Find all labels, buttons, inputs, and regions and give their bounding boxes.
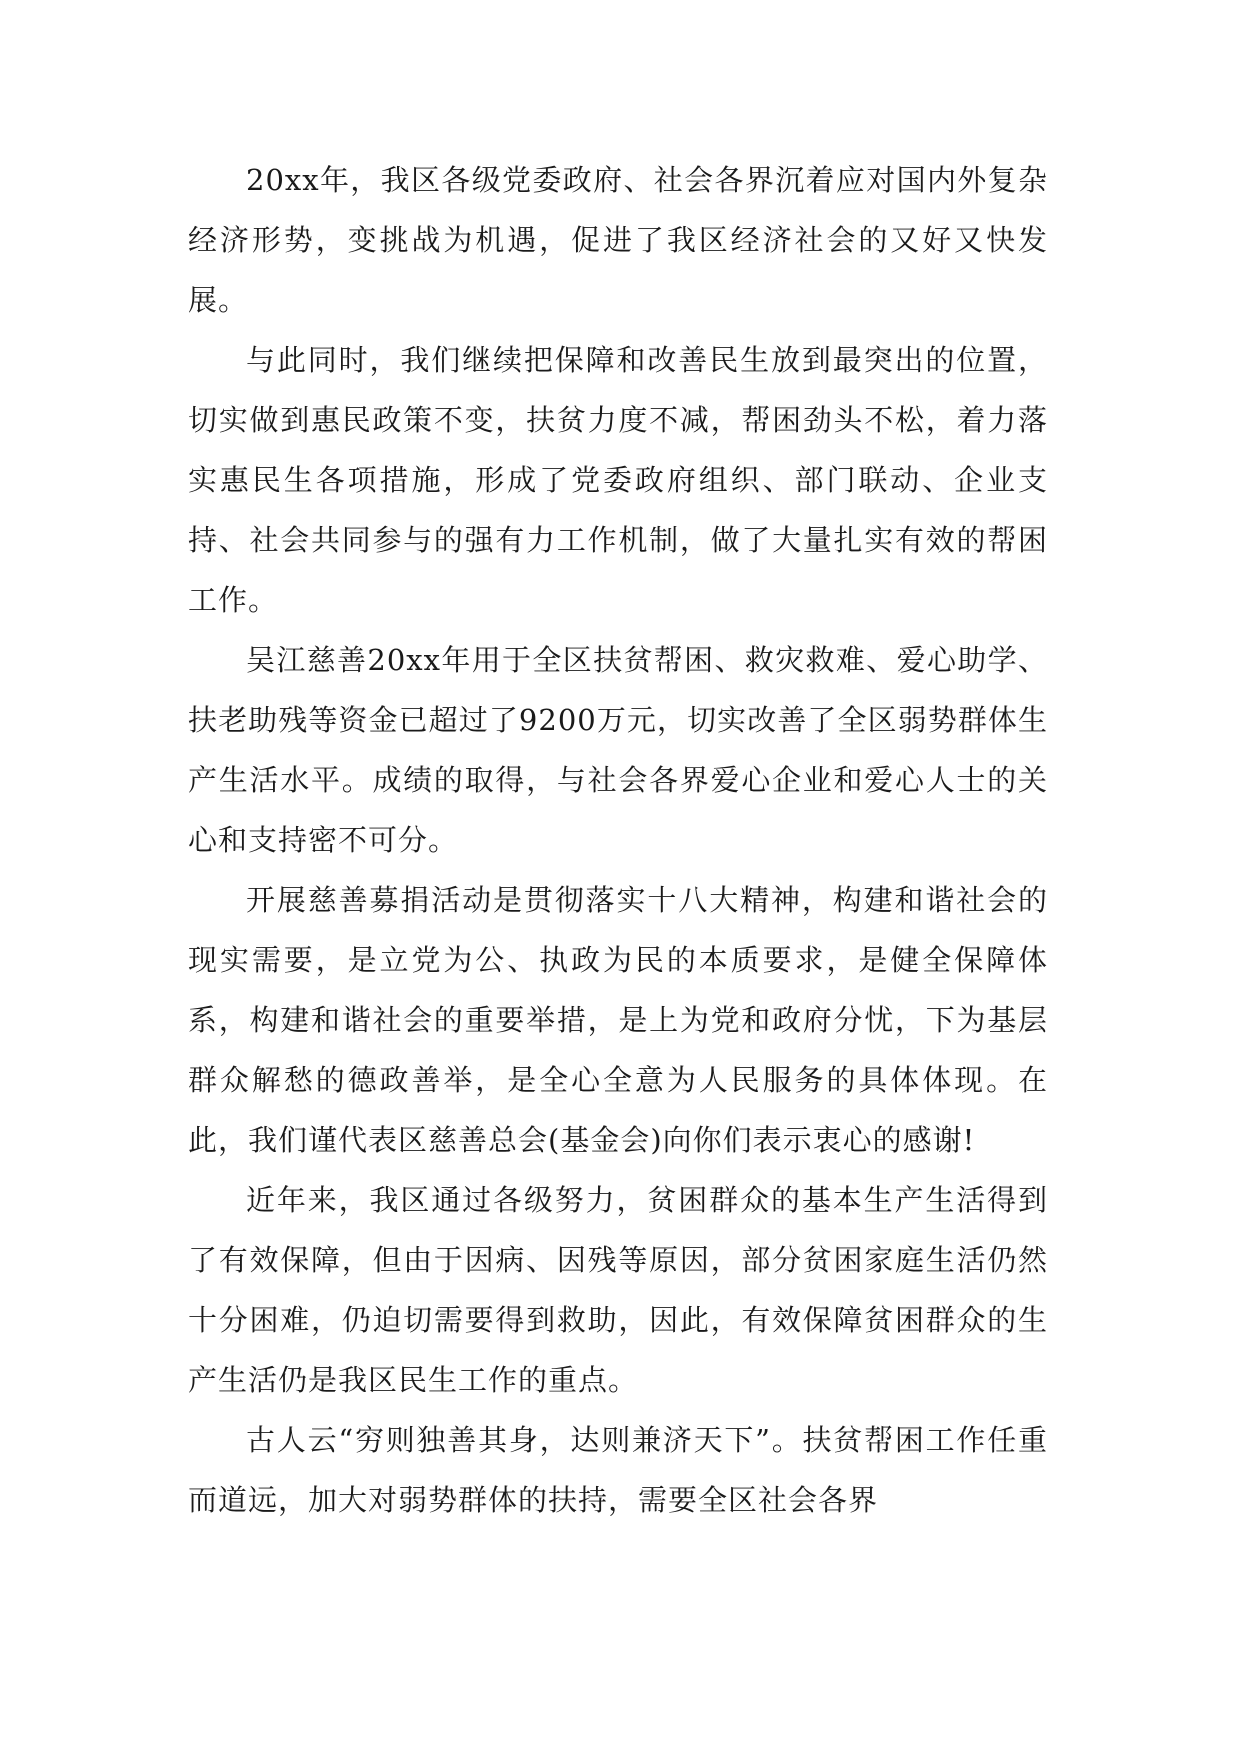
paragraph-3: 吴江慈善20xx年用于全区扶贫帮困、救灾救难、爱心助学、扶老助残等资金已超过了9200万元，切实改善了全区弱势群体生产生活水平。成绩的取得，与社会各界爱心企业和爱心人士的关心和支持密不可分。 (188, 643, 1048, 857)
paragraph-5: 近年来，我区通过各级努力，贫困群众的基本生产生活得到了有效保障，但由于因病、因残等原因，部分贫困家庭生活仍然十分困难，仍迫切需要得到救助，因此，有效保障贫困群众的生产生活仍是我区民生工作的重点。 (188, 1183, 1048, 1397)
document-body (188, 150, 1048, 1530)
paragraph-4: 开展慈善募捐活动是贯彻落实十八大精神，构建和谐社会的现实需要，是立党为公、执政为民的本质要求，是健全保障体系，构建和谐社会的重要举措，是上为党和政府分忧，下为基层群众解愁的德政善举，是全心全意为人民服务的具体体现。在此，我们谨代表区慈善总会(基金会)向你们表示衷心的感谢! (188, 883, 1048, 1157)
paragraph-2: 与此同时，我们继续把保障和改善民生放到最突出的位置，切实做到惠民政策不变，扶贫力度不减，帮困劲头不松，着力落实惠民生各项措施，形成了党委政府组织、部门联动、企业支持、社会共同参与的强有力工作机制，做了大量扎实有效的帮困工作。 (188, 343, 1048, 617)
paragraph-1: 20xx年，我区各级党委政府、社会各界沉着应对国内外复杂经济形势，变挑战为机遇，促进了我区经济社会的又好又快发展。 (188, 163, 1048, 317)
paragraph-6: 古人云“穷则独善其身，达则兼济天下”。扶贫帮困工作任重而道远，加大对弱势群体的扶持，需要全区社会各界 (188, 1423, 1048, 1517)
